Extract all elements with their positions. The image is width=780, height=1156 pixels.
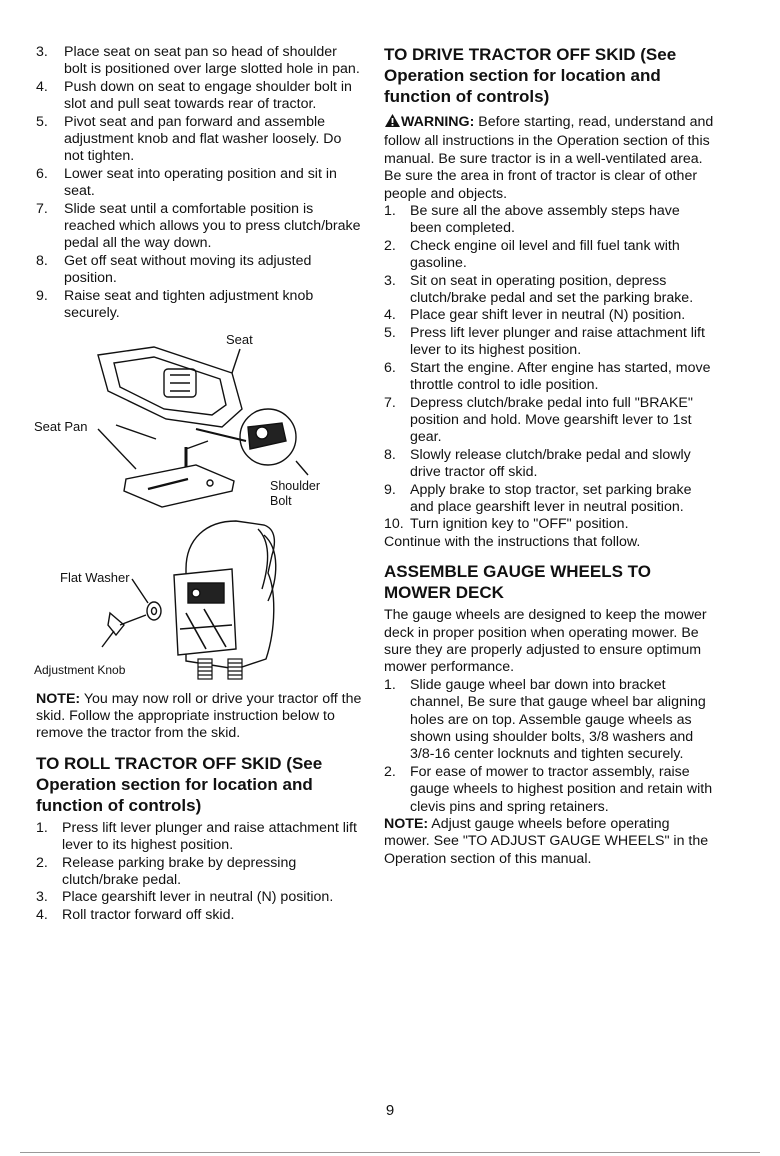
gauge-intro-text: The gauge wheels are designed to keep the mower deck in proper position when operating mower. Be sure they are properly adjusted to ensure optimum mower performance. — [384, 607, 707, 676]
list-item: 10. Turn ignition key to "OFF" position. — [384, 516, 629, 533]
warning-label: WARNING: — [401, 114, 475, 130]
list-item: 4. Push down on seat to engage shoulder bolt in slot and pull seat towards rear of tractor. — [36, 78, 352, 113]
list-item: 5. Press lift lever plunger and raise attachment lift lever to its highest position. — [384, 324, 705, 359]
list-item: 9. Raise seat and tighten adjustment knob securely. — [36, 287, 314, 322]
list-item: 7. Depress clutch/brake pedal into full "BRAKE" position and hold. Move gearshift lever to 1st gear. — [384, 394, 693, 446]
list-item: 3. Sit on seat in operating position, depress clutch/brake pedal and set the parking brake. — [384, 272, 694, 307]
skid-note: NOTE: You may now roll or drive your tractor off the skid. Follow the appropriate instruction below to remove the tractor from the skid. — [36, 690, 362, 742]
gauge-steps-list — [384, 677, 714, 816]
drive-tractor-heading: TO DRIVE TRACTOR OFF SKID (See Operation section for location and function of controls) — [384, 45, 677, 106]
list-item: 4. Roll tractor forward off skid. — [36, 906, 235, 923]
gauge-wheels-heading: ASSEMBLE GAUGE WHEELS TO MOWER DECK — [384, 562, 651, 603]
seat-steps-list — [36, 44, 362, 323]
list-item: 5. Pivot seat and pan forward and assemble adjustment knob and flat washer loosely. Do not tighten. — [36, 113, 342, 165]
roll-tractor-heading: TO ROLL TRACTOR OFF SKID (See Operation section for location and function of controls) — [36, 753, 323, 815]
note-label: NOTE: — [384, 816, 429, 833]
list-item: 6. Start the engine. After engine has started, move throttle control to idle position. — [384, 359, 711, 394]
flat-washer-label: Flat Washer — [60, 569, 130, 585]
page-bottom-rule — [20, 1152, 760, 1153]
gauge-note: NOTE: Adjust gauge wheels before operating mower. See "TO ADJUST GAUGE WHEELS" in the Operation section of this manual. — [384, 816, 709, 867]
list-item: 7. Slide seat until a comfortable position is reached which allows you to press clutch/brake pedal all the way down. — [36, 200, 361, 252]
list-item: 8. Get off seat without moving its adjusted position. — [36, 252, 312, 287]
right-column — [384, 44, 714, 868]
list-item: 2. For ease of mower to tractor assembly, raise gauge wheels to highest position and retain with clevis pins and spring retainers. — [384, 763, 713, 815]
list-item: 1. Be sure all the above assembly steps have been completed. — [384, 203, 680, 237]
list-item: 1. Press lift lever plunger and raise attachment lift lever to its highest position. — [36, 819, 357, 854]
adjustment-knob-label: Adjustment Knob — [34, 662, 126, 677]
list-item: 9. Apply brake to stop tractor, set parking brake and place gearshift lever in neutral position. — [384, 481, 692, 515]
seat-label: Seat — [226, 331, 253, 347]
list-item: 2. Release parking brake by depressing clutch/brake pedal. — [36, 854, 297, 888]
list-item: 3. Place gearshift lever in neutral (N) position. — [36, 889, 334, 906]
seat-pan-label: Seat Pan — [34, 418, 88, 434]
drive-continue-text: Continue with the instructions that follow. — [384, 533, 641, 550]
shoulder-bolt-label: Shoulder Bolt — [270, 478, 321, 508]
list-item: 6. Lower seat into operating position and sit in seat. — [36, 165, 337, 200]
list-item: 4. Place gear shift lever in neutral (N) position. — [384, 307, 686, 324]
roll-steps-list — [36, 820, 362, 924]
list-item: 1. Slide gauge wheel bar down into bracket channel, Be sure that gauge wheel bar aligning holes are on top. Assemble gauge wheels as shown using shoulder bolts, 3/8 washers and 3/8-16 center locknuts and tighten securely. — [384, 676, 706, 763]
list-item: 8. Slowly release clutch/brake pedal and slowly drive tractor off skid. — [384, 446, 691, 481]
list-item: 3. Place seat on seat pan so head of shoulder bolt is positioned over large slotted hole in pan. — [36, 44, 360, 78]
list-item: 2. Check engine oil level and fill fuel tank with gasoline. — [384, 237, 680, 272]
page-number: 9 — [385, 1102, 395, 1119]
warning-paragraph: WARNING: Before starting, read, understand and follow all instructions in the Operation section of this manual. Be sure tractor is in a well-ventilated area. Be sure the area in front of tractor is clear of other people and objects. — [384, 114, 714, 202]
left-column — [36, 44, 362, 924]
warning-triangle-icon — [384, 113, 401, 133]
seat-assembly-figure — [36, 329, 362, 681]
note-label: NOTE: — [36, 690, 81, 707]
drive-steps-list — [384, 203, 714, 534]
